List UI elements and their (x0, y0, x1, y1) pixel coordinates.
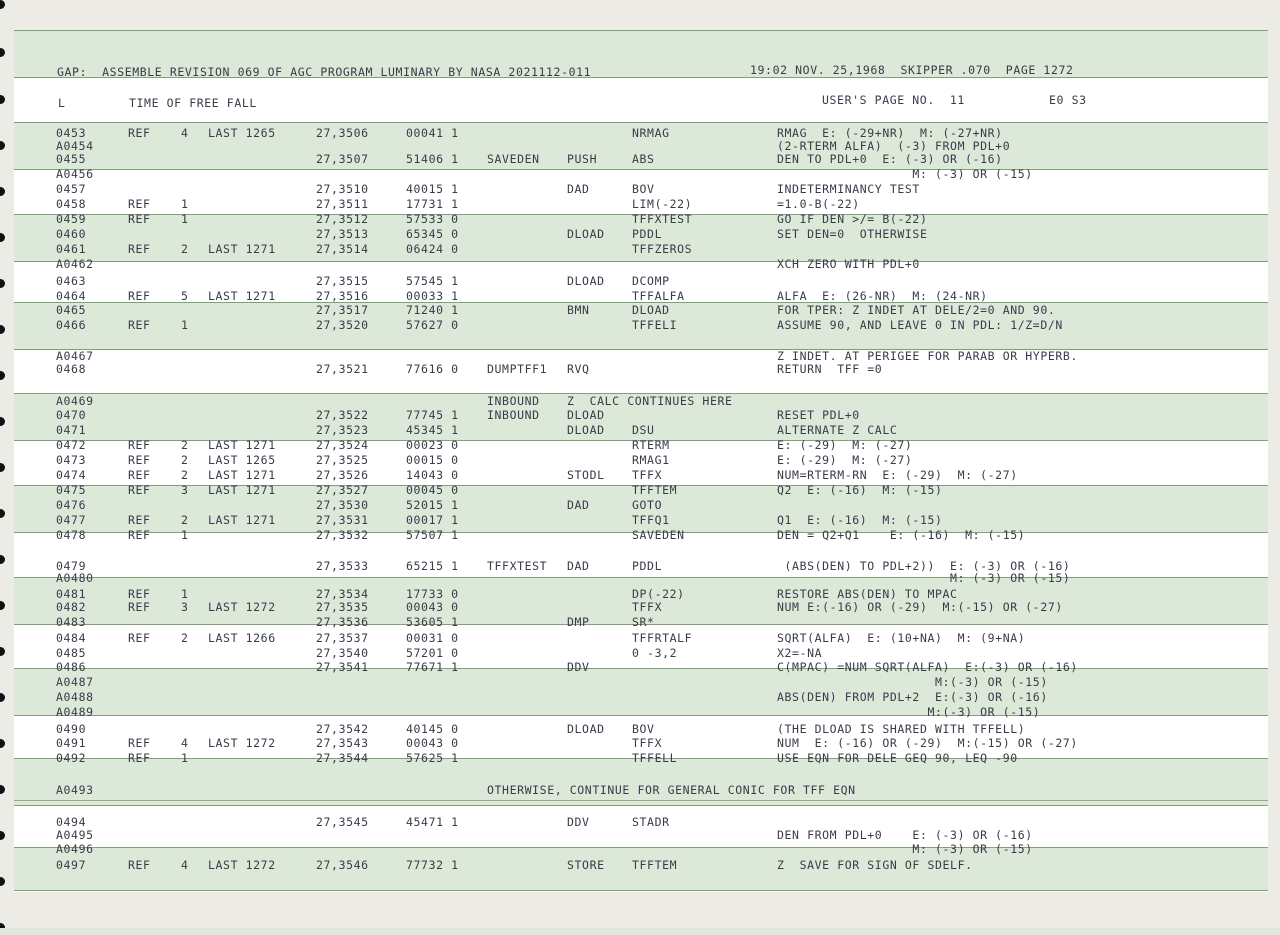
operand: TFFQ1 (632, 513, 670, 527)
feed-hole (0, 739, 5, 748)
line-number: 0466 (56, 318, 87, 332)
address: 27,3510 (316, 182, 369, 196)
green-bar (14, 758, 1268, 806)
line-number: 0470 (56, 408, 87, 422)
octal-word: 77745 1 (406, 408, 459, 422)
octal-word: 77616 0 (406, 362, 459, 376)
line-number: A0462 (56, 257, 94, 271)
green-bar (14, 668, 1268, 716)
octal-word: 00015 0 (406, 453, 459, 467)
feed-hole (0, 279, 5, 288)
comment: M: (-3) OR (-15) (777, 167, 1033, 181)
address: 27,3534 (316, 587, 369, 601)
comment: M: (-3) OR (-15) (777, 571, 1071, 585)
opcode: DLOAD (567, 722, 605, 736)
address: 27,3512 (316, 212, 369, 226)
address: 27,3521 (316, 362, 369, 376)
feed-hole (0, 601, 5, 610)
operand: GOTO (632, 498, 663, 512)
ref-count: 1 (181, 318, 189, 332)
line-number: 0479 (56, 559, 87, 573)
line-number: 0477 (56, 513, 87, 527)
address: 27,3535 (316, 600, 369, 614)
last-reference: LAST 1272 (208, 736, 276, 750)
last-reference: LAST 1271 (208, 242, 276, 256)
feed-hole (0, 325, 5, 334)
operand: SAVEDEN (632, 528, 685, 542)
comment: C(MPAC) =NUM SQRT(ALFA) E:(-3) OR (-16) (777, 660, 1078, 674)
operand: PDDL (632, 559, 663, 573)
feed-hole (0, 831, 5, 840)
octal-word: 65215 1 (406, 559, 459, 573)
feed-hole (0, 141, 5, 150)
comment: Q2 E: (-16) M: (-15) (777, 483, 943, 497)
comment: (2-RTERM ALFA) (-3) FROM PDL+0 (777, 139, 1011, 153)
feed-hole (0, 233, 5, 242)
line-number: 0482 (56, 600, 87, 614)
octal-word: 17731 1 (406, 197, 459, 211)
feed-hole (0, 187, 5, 196)
operand: DSU (632, 423, 655, 437)
address: 27,3540 (316, 646, 369, 660)
comment: SET DEN=0 OTHERWISE (777, 227, 928, 241)
line-number: 0476 (56, 498, 87, 512)
octal-word: 57533 0 (406, 212, 459, 226)
line-number: A0495 (56, 828, 94, 842)
last-reference: LAST 1271 (208, 468, 276, 482)
opcode: DLOAD (567, 408, 605, 422)
label-field: OTHERWISE, CONTINUE FOR GENERAL CONIC FOR TFF EQN (487, 783, 856, 797)
octal-word: 77671 1 (406, 660, 459, 674)
ref-count: 1 (181, 197, 189, 211)
ref-count: 1 (181, 751, 189, 765)
comment: M:(-3) OR (-15) (777, 675, 1048, 689)
ref-marker: REF (128, 468, 151, 482)
comment: ALTERNATE Z CALC (777, 423, 898, 437)
section-code: E0 S3 (1049, 93, 1087, 107)
ref-count: 3 (181, 483, 189, 497)
section-letter: L (58, 96, 66, 110)
operand: TFFTEM (632, 483, 678, 497)
operand: TFFRTALF (632, 631, 693, 645)
address: 27,3513 (316, 227, 369, 241)
last-reference: LAST 1266 (208, 631, 276, 645)
feed-hole (0, 785, 5, 794)
line-number: A0467 (56, 349, 94, 363)
label-field: TFFXTEST (487, 559, 548, 573)
comment: NUM E:(-16) OR (-29) M:(-15) OR (-27) (777, 600, 1063, 614)
ref-count: 2 (181, 242, 189, 256)
address: 27,3533 (316, 559, 369, 573)
comment: E: (-29) M: (-27) (777, 453, 913, 467)
address: 27,3516 (316, 289, 369, 303)
ref-count: 5 (181, 289, 189, 303)
label-field: INBOUND (487, 408, 540, 422)
operand: TFFELI (632, 318, 678, 332)
label-field: DUMPTFF1 (487, 362, 548, 376)
octal-word: 57627 0 (406, 318, 459, 332)
comment: GO IF DEN >/= B(-22) (777, 212, 928, 226)
ref-marker: REF (128, 600, 151, 614)
comment: =1.0-B(-22) (777, 197, 860, 211)
operand: PDDL (632, 227, 663, 241)
line-number: 0473 (56, 453, 87, 467)
line-number: 0486 (56, 660, 87, 674)
ref-count: 2 (181, 631, 189, 645)
ref-count: 1 (181, 528, 189, 542)
ref-count: 4 (181, 858, 189, 872)
ref-count: 3 (181, 600, 189, 614)
opcode: STORE (567, 858, 605, 872)
line-number: 0481 (56, 587, 87, 601)
ref-count: 4 (181, 126, 189, 140)
operand: STADR (632, 815, 670, 829)
feed-hole (0, 555, 5, 564)
octal-word: 00023 0 (406, 438, 459, 452)
ref-marker: REF (128, 242, 151, 256)
octal-word: 40015 1 (406, 182, 459, 196)
ref-count: 2 (181, 453, 189, 467)
feed-hole (0, 0, 5, 9)
line-number: A0480 (56, 571, 94, 585)
octal-word: 52015 1 (406, 498, 459, 512)
operand: DLOAD (632, 303, 670, 317)
line-number: 0464 (56, 289, 87, 303)
ref-marker: REF (128, 212, 151, 226)
comment: FOR TPER: Z INDET AT DELE/2=0 AND 90. (777, 303, 1056, 317)
address: 27,3514 (316, 242, 369, 256)
comment: Z INDET. AT PERIGEE FOR PARAB OR HYPERB. (777, 349, 1078, 363)
operand: TFFXTEST (632, 212, 693, 226)
user-page-number: USER'S PAGE NO. 11 (822, 93, 965, 107)
comment: SQRT(ALFA) E: (10+NA) M: (9+NA) (777, 631, 1026, 645)
comment: ALFA E: (26-NR) M: (24-NR) (777, 289, 988, 303)
address: 27,3526 (316, 468, 369, 482)
line-number: A0488 (56, 690, 94, 704)
operand: SR* (632, 615, 655, 629)
comment: Z SAVE FOR SIGN OF SDELF. (777, 858, 973, 872)
line-number: 0460 (56, 227, 87, 241)
feed-hole (0, 417, 5, 426)
operand: DCOMP (632, 274, 670, 288)
ref-marker: REF (128, 483, 151, 497)
octal-word: 71240 1 (406, 303, 459, 317)
address: 27,3544 (316, 751, 369, 765)
opcode: DLOAD (567, 274, 605, 288)
octal-word: 00043 0 (406, 736, 459, 750)
octal-word: 57545 1 (406, 274, 459, 288)
ref-marker: REF (128, 453, 151, 467)
line-number: 0494 (56, 815, 87, 829)
comment: RESTORE ABS(DEN) TO MPAC (777, 587, 958, 601)
address: 27,3527 (316, 483, 369, 497)
line-number: 0465 (56, 303, 87, 317)
comment: M:(-3) OR (-15) (777, 705, 1041, 719)
operand: DP(-22) (632, 587, 685, 601)
line-number: A0496 (56, 842, 94, 856)
operand: NRMAG (632, 126, 670, 140)
octal-word: 45471 1 (406, 815, 459, 829)
line-number: 0461 (56, 242, 87, 256)
address: 27,3537 (316, 631, 369, 645)
opcode: DLOAD (567, 423, 605, 437)
operand: TFFX (632, 468, 663, 482)
ref-marker: REF (128, 126, 151, 140)
operand: LIM(-22) (632, 197, 693, 211)
label-field: INBOUND (487, 394, 540, 408)
last-reference: LAST 1272 (208, 858, 276, 872)
line-number: 0490 (56, 722, 87, 736)
last-reference: LAST 1271 (208, 289, 276, 303)
octal-word: 00045 0 (406, 483, 459, 497)
comment: M: (-3) OR (-15) (777, 842, 1033, 856)
operand: ABS (632, 152, 655, 166)
line-number: 0458 (56, 197, 87, 211)
comment: (THE DLOAD IS SHARED WITH TFFELL) (777, 722, 1026, 736)
operand: TFFTEM (632, 858, 678, 872)
opcode: STODL (567, 468, 605, 482)
comment: E: (-29) M: (-27) (777, 438, 913, 452)
line-number: 0484 (56, 631, 87, 645)
comment: ABS(DEN) FROM PDL+2 E:(-3) OR (-16) (777, 690, 1048, 704)
opcode: DAD (567, 559, 590, 573)
octal-word: 57201 0 (406, 646, 459, 660)
operand: 0 -3,2 (632, 646, 678, 660)
line-number: A0493 (56, 783, 94, 797)
ref-marker: REF (128, 858, 151, 872)
address: 27,3525 (316, 453, 369, 467)
address: 27,3536 (316, 615, 369, 629)
line-number: 0459 (56, 212, 87, 226)
ref-count: 1 (181, 212, 189, 226)
feed-hole (0, 48, 5, 57)
address: 27,3515 (316, 274, 369, 288)
ref-marker: REF (128, 528, 151, 542)
octal-word: 06424 0 (406, 242, 459, 256)
address: 27,3541 (316, 660, 369, 674)
address: 27,3511 (316, 197, 369, 211)
line-number: 0492 (56, 751, 87, 765)
ref-marker: REF (128, 513, 151, 527)
label-field: SAVEDEN (487, 152, 540, 166)
operand: BOV (632, 182, 655, 196)
octal-word: 45345 1 (406, 423, 459, 437)
ref-marker: REF (128, 587, 151, 601)
comment: DEN = Q2+Q1 E: (-16) M: (-15) (777, 528, 1026, 542)
address: 27,3517 (316, 303, 369, 317)
comment: DEN FROM PDL+0 E: (-3) OR (-16) (777, 828, 1033, 842)
line-number: 0472 (56, 438, 87, 452)
line-number: 0478 (56, 528, 87, 542)
line-number: A0456 (56, 167, 94, 181)
line-number: 0474 (56, 468, 87, 482)
opcode: Z CALC CONTINUES HERE (567, 394, 733, 408)
comment: DEN TO PDL+0 E: (-3) OR (-16) (777, 152, 1003, 166)
feed-hole (0, 463, 5, 472)
last-reference: LAST 1271 (208, 438, 276, 452)
operand: TFFX (632, 736, 663, 750)
line-number: A0487 (56, 675, 94, 689)
line-number: 0497 (56, 858, 87, 872)
comment: NUM=RTERM-RN E: (-29) M: (-27) (777, 468, 1018, 482)
ref-count: 2 (181, 468, 189, 482)
octal-word: 51406 1 (406, 152, 459, 166)
operand: BOV (632, 722, 655, 736)
last-reference: LAST 1265 (208, 453, 276, 467)
octal-word: 57625 1 (406, 751, 459, 765)
octal-word: 00043 0 (406, 600, 459, 614)
opcode: PUSH (567, 152, 598, 166)
octal-word: 00017 1 (406, 513, 459, 527)
octal-word: 17733 0 (406, 587, 459, 601)
address: 27,3531 (316, 513, 369, 527)
ref-marker: REF (128, 751, 151, 765)
address: 27,3523 (316, 423, 369, 437)
address: 27,3507 (316, 152, 369, 166)
ref-marker: REF (128, 197, 151, 211)
last-reference: LAST 1265 (208, 126, 276, 140)
last-reference: LAST 1271 (208, 513, 276, 527)
feed-hole (0, 509, 5, 518)
line-number: 0475 (56, 483, 87, 497)
line-number: 0455 (56, 152, 87, 166)
opcode: DDV (567, 660, 590, 674)
feed-hole (0, 877, 5, 886)
address: 27,3522 (316, 408, 369, 422)
line-number: 0485 (56, 646, 87, 660)
feed-hole (0, 95, 5, 104)
opcode: DLOAD (567, 227, 605, 241)
line-number: 0483 (56, 615, 87, 629)
octal-word: 77732 1 (406, 858, 459, 872)
comment: RESET PDL+0 (777, 408, 860, 422)
header-timestamp: 19:02 NOV. 25,1968 SKIPPER .070 PAGE 1272 (750, 63, 1074, 77)
comment: RETURN TFF =0 (777, 362, 883, 376)
operand: TFFALFA (632, 289, 685, 303)
comment: RMAG E: (-29+NR) M: (-27+NR) (777, 126, 1003, 140)
last-reference: LAST 1271 (208, 483, 276, 497)
comment: NUM E: (-16) OR (-29) M:(-15) OR (-27) (777, 736, 1078, 750)
comment: USE EQN FOR DELE GEQ 90, LEQ -90 (777, 751, 1018, 765)
octal-word: 53605 1 (406, 615, 459, 629)
opcode: DMP (567, 615, 590, 629)
opcode: DAD (567, 182, 590, 196)
line-number: A0454 (56, 139, 94, 153)
ref-marker: REF (128, 318, 151, 332)
ref-count: 4 (181, 736, 189, 750)
octal-word: 65345 0 (406, 227, 459, 241)
line-number: A0469 (56, 394, 94, 408)
octal-word: 00031 0 (406, 631, 459, 645)
line-number: 0457 (56, 182, 87, 196)
address: 27,3546 (316, 858, 369, 872)
feed-hole (0, 371, 5, 380)
line-number: 0463 (56, 274, 87, 288)
octal-word: 00041 1 (406, 126, 459, 140)
line-number: 0468 (56, 362, 87, 376)
octal-word: 40145 0 (406, 722, 459, 736)
ref-marker: REF (128, 631, 151, 645)
address: 27,3532 (316, 528, 369, 542)
octal-word: 14043 0 (406, 468, 459, 482)
line-number: 0471 (56, 423, 87, 437)
comment: (ABS(DEN) TO PDL+2)) E: (-3) OR (-16) (777, 559, 1071, 573)
operand: RMAG1 (632, 453, 670, 467)
address: 27,3542 (316, 722, 369, 736)
comment: XCH ZERO WITH PDL+0 (777, 257, 920, 271)
opcode: DAD (567, 498, 590, 512)
header-title: GAP: ASSEMBLE REVISION 069 OF AGC PROGRAM LUMINARY BY NASA 2021112-011 (57, 65, 592, 79)
ref-count: 2 (181, 513, 189, 527)
operand: RTERM (632, 438, 670, 452)
comment: INDETERMINANCY TEST (777, 182, 920, 196)
tractor-feed-holes (0, 0, 6, 935)
section-title: TIME OF FREE FALL (129, 96, 257, 110)
ref-marker: REF (128, 438, 151, 452)
operand: TFFZEROS (632, 242, 693, 256)
ref-count: 2 (181, 438, 189, 452)
comment: Q1 E: (-16) M: (-15) (777, 513, 943, 527)
address: 27,3524 (316, 438, 369, 452)
line-number: 0453 (56, 126, 87, 140)
address: 27,3543 (316, 736, 369, 750)
rule-line (14, 800, 1268, 801)
line-number: A0489 (56, 705, 94, 719)
line-number: 0491 (56, 736, 87, 750)
address: 27,3530 (316, 498, 369, 512)
ref-count: 1 (181, 587, 189, 601)
ref-marker: REF (128, 736, 151, 750)
ref-marker: REF (128, 289, 151, 303)
opcode: RVQ (567, 362, 590, 376)
operand: TFFELL (632, 751, 678, 765)
address: 27,3506 (316, 126, 369, 140)
feed-hole (0, 693, 5, 702)
feed-hole (0, 647, 5, 656)
comment: X2=-NA (777, 646, 823, 660)
comment: ASSUME 90, AND LEAVE 0 IN PDL: 1/Z=D/N (777, 318, 1063, 332)
opcode: DDV (567, 815, 590, 829)
address: 27,3520 (316, 318, 369, 332)
octal-word: 00033 1 (406, 289, 459, 303)
opcode: BMN (567, 303, 590, 317)
next-sheet-edge (0, 928, 1280, 935)
operand: TFFX (632, 600, 663, 614)
last-reference: LAST 1272 (208, 600, 276, 614)
octal-word: 57507 1 (406, 528, 459, 542)
address: 27,3545 (316, 815, 369, 829)
